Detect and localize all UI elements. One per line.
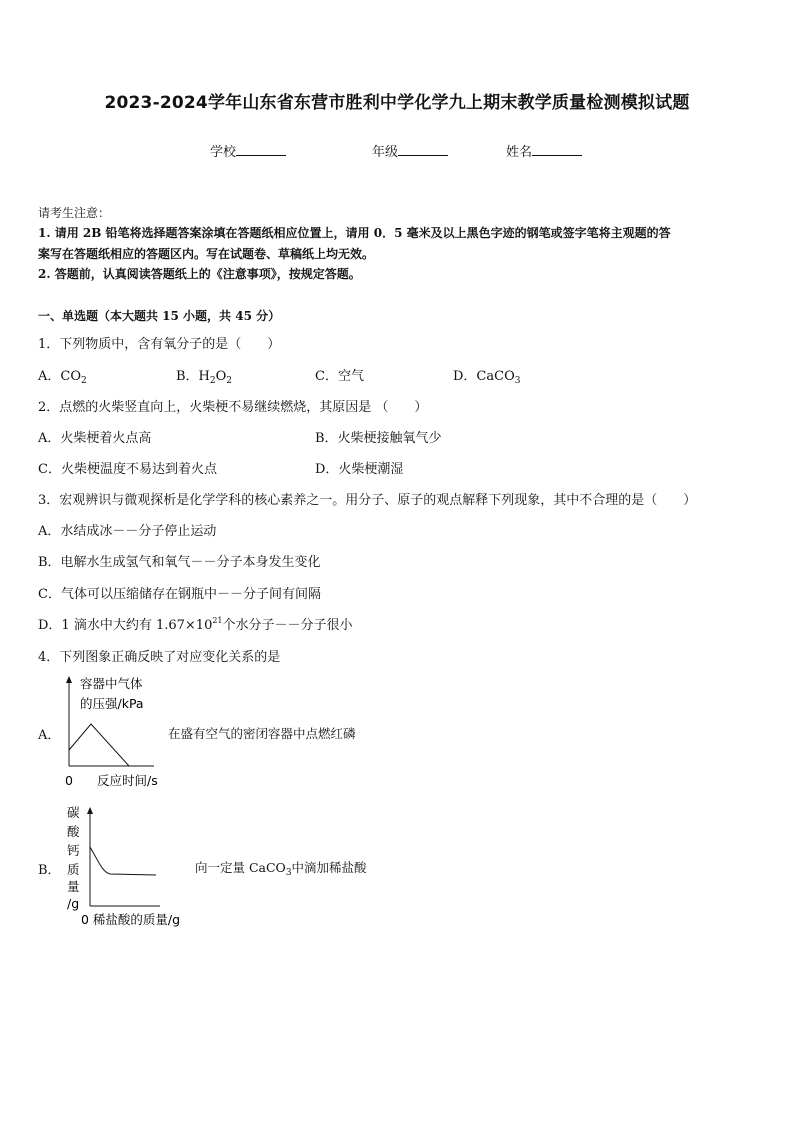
- q1-stem: 1．下列物质中，含有氧分子的是（ ）: [38, 337, 281, 352]
- q4-option-a-graph: [56, 674, 186, 794]
- page-title: 2023-2024学年山东省东营市胜利中学化学九上期末教学质量检测模拟试题: [104, 93, 690, 113]
- name-blank: [532, 143, 582, 156]
- grade-field: [372, 141, 448, 160]
- section-heading: 一、单选题（本大题共 15 小题，共 45 分）: [38, 309, 281, 323]
- notice-heading: 请考生注意：: [38, 206, 111, 220]
- q2-option-b: B．火柴梗接触氧气少: [315, 431, 442, 446]
- b-ylabel-5: /g: [67, 896, 80, 911]
- grade-blank: [398, 143, 448, 156]
- name-field: [506, 141, 582, 160]
- a-origin-label: 0: [65, 773, 73, 788]
- notice-item1-line1: 1. 请用 2B 铅笔将选择题答案涂填在答题纸相应位置上，请用 0．5 毫米及以上黑色字迹的钢笔或签字笔将主观题的答: [38, 226, 671, 240]
- b-ylabel-2: 钙: [67, 843, 80, 858]
- q4-option-a-label: A．: [38, 728, 61, 743]
- y-axis-arrow: [66, 676, 72, 683]
- b-ylabel-1: 酸: [67, 824, 80, 839]
- q3-option-c: C．气体可以压缩储存在钢瓶中－－分子间有间隔: [38, 587, 321, 602]
- school-field: [210, 141, 286, 160]
- q4-option-b-graph: [60, 802, 200, 930]
- b-ylabel-4: 量: [67, 879, 80, 894]
- pressure-curve: [69, 724, 129, 766]
- y-axis-arrow: [87, 807, 93, 814]
- b-ylabel-0: 碳: [67, 805, 80, 820]
- notice-item2: 2. 答题前，认真阅读答题纸上的《注意事项》，按规定答题。: [38, 267, 361, 281]
- q4-stem: 4．下列图象正确反映了对应变化关系的是: [38, 650, 281, 665]
- b-ylabel-3: 质: [67, 862, 80, 877]
- school-blank: [236, 143, 286, 156]
- notice-item1-line2: 案写在答题纸相应的答题区内。写在试题卷、草稿纸上均无效。: [38, 247, 375, 261]
- q2-option-a: A．火柴梗着火点高: [38, 431, 152, 446]
- q3-option-a: A．水结成冰－－分子停止运动: [38, 524, 217, 539]
- q3-option-d: D．1 滴水中大约有 $1.67\times 10^{21}$个水分子－－分子很小: [38, 616, 353, 633]
- a-ylabel-line1: 容器中气体: [80, 676, 143, 691]
- q1-option-a: A．$CO_2$: [38, 369, 87, 386]
- a-ylabel-line2: 的压强/kPa: [80, 696, 144, 711]
- school-label: 学校: [210, 145, 237, 160]
- q4-option-b-label: B．: [38, 863, 61, 878]
- q4-option-a-desc: 在盛有空气的密闭容器中点燃红磷: [168, 726, 356, 741]
- name-label: 姓名: [506, 145, 533, 160]
- mass-curve: [90, 847, 156, 875]
- q2-stem: 2．点燃的火柴竖直向上，火柴梗不易继续燃烧，其原因是 （ ）: [38, 400, 428, 415]
- grade-label: 年级: [372, 145, 399, 160]
- q3-option-b: B．电解水生成氢气和氧气－－分子本身发生变化: [38, 555, 321, 570]
- q2-option-c: C．火柴梗温度不易达到着火点: [38, 462, 217, 477]
- q1-option-c: C．空气: [315, 369, 364, 384]
- q1-option-b: B．$H_2O_2$: [176, 369, 233, 386]
- q1-option-d: D．CaCO$_3$: [453, 369, 521, 386]
- q3-stem: 3．宏观辨识与微观探析是化学学科的核心素养之一。用分子、原子的观点解释下列现象，其中不合理的是（ ）: [38, 493, 697, 508]
- q4-option-b-desc: 向一定量 CaCO$_3$中滴加稀盐酸: [195, 860, 367, 878]
- q2-option-d: D．火柴梗潮湿: [315, 462, 404, 477]
- a-xlabel: 反应时间/s: [97, 773, 158, 788]
- b-xlabel: 0 稀盐酸的质量/g: [81, 912, 181, 927]
